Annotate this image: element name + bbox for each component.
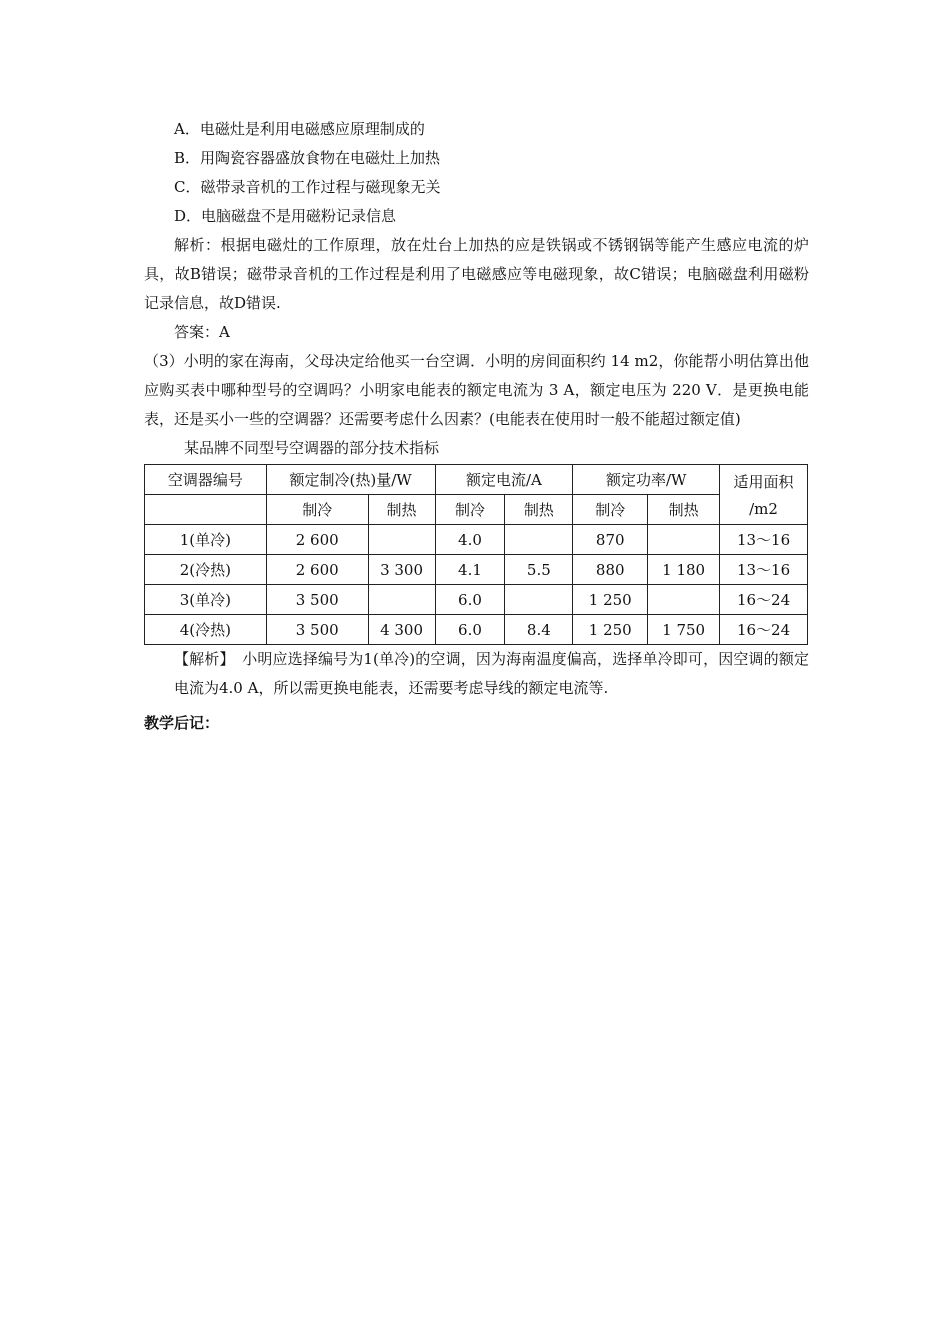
header-current: 额定电流/A [435,465,573,495]
table-row [145,615,808,645]
option-d: D．电脑磁盘不是用磁粉记录信息 [174,207,397,225]
subheader-pow-cool: 制冷 [573,495,648,525]
header-area [720,465,808,525]
cell-cap-cool: 2 600 [266,525,368,555]
cell-id: 1(单冷) [145,525,267,555]
question-3: （3）小明的家在海南，父母决定给他买一台空调．小明的房间面积约 14 m2，你能帮小明估算出他应购买表中哪种型号的空调吗？小明家电能表的额定电流为 3 A，额定电压为 220 V．是更换电能表，还是买小一些的空调器？还需要考虑什么因素？(电能表在使用时一般不能超过额定值) [144,352,809,428]
cell-id: 3(单冷) [145,585,267,615]
analysis-2-label: 【解析】 [174,650,228,668]
cell-cur-heat [505,585,573,615]
cell-pow-heat [648,585,720,615]
header-power: 额定功率/W [573,465,720,495]
cell-pow-heat [648,525,720,555]
cell-cap-cool: 3 500 [266,585,368,615]
cell-cur-heat: 5.5 [505,555,573,585]
cell-pow-heat: 1 750 [648,615,720,645]
cell-cur-heat: 8.4 [505,615,573,645]
subheader-cur-heat: 制热 [505,495,573,525]
analysis-paragraph: 解析：根据电磁灶的工作原理，放在灶台上加热的应是铁锅或不锈钢锅等能产生感应电流的炉具，故B错误；磁带录音机的工作过程是利用了电磁感应等电磁现象，故C错误；电脑磁盘利用磁粉记录信息，故D错误. [144,236,809,312]
cell-cap-cool: 3 500 [266,615,368,645]
table-header-row [145,465,808,495]
table-row [145,555,808,585]
option-a: A．电磁灶是利用电磁感应原理制成的 [174,120,425,138]
cell-pow-cool: 870 [573,525,648,555]
option-b: B．用陶瓷容器盛放食物在电磁灶上加热 [174,149,441,167]
subheader-cap-cool: 制冷 [266,495,368,525]
header-area-line1: 适用面积 [733,473,794,491]
cell-cur-cool: 4.1 [435,555,505,585]
cell-id: 2(冷热) [145,555,267,585]
cell-pow-cool: 1 250 [573,615,648,645]
cell-pow-cool: 880 [573,555,648,585]
table-caption: 某品牌不同型号空调器的部分技术指标 [184,439,440,457]
analysis-2 [144,645,809,703]
cell-area: 16～24 [720,615,808,645]
spec-table [144,464,808,645]
subheader-cap-heat: 制热 [368,495,435,525]
header-area-line2: /m2 [749,500,778,518]
cell-cur-cool: 4.0 [435,525,505,555]
option-c: C．磁带录音机的工作过程与磁现象无关 [174,178,441,196]
cell-area: 13～16 [720,555,808,585]
cell-cap-heat [368,585,435,615]
table-subheader-row [145,495,808,525]
answer: 答案：A [174,323,230,341]
cell-pow-heat: 1 180 [648,555,720,585]
cell-area: 13～16 [720,525,808,555]
cell-id: 4(冷热) [145,615,267,645]
subheader-blank [145,495,267,525]
cell-cur-heat [505,525,573,555]
table-row [145,525,808,555]
cell-cap-heat: 4 300 [368,615,435,645]
cell-cap-heat [368,525,435,555]
document-page [144,115,809,738]
subheader-cur-cool: 制冷 [435,495,505,525]
table-row [145,585,808,615]
cell-cur-cool: 6.0 [435,585,505,615]
cell-cap-cool: 2 600 [266,555,368,585]
subheader-pow-heat: 制热 [648,495,720,525]
cell-area: 16～24 [720,585,808,615]
cell-cur-cool: 6.0 [435,615,505,645]
cell-cap-heat: 3 300 [368,555,435,585]
postscript-heading: 教学后记： [144,714,220,732]
header-capacity: 额定制冷(热)量/W [266,465,435,495]
header-id: 空调器编号 [145,465,267,495]
cell-pow-cool: 1 250 [573,585,648,615]
analysis-2-text: 小明应选择编号为1(单冷)的空调，因为海南温度偏高，选择单冷即可，因空调的额定电流为4.0 A，所以需更换电能表，还需要考虑导线的额定电流等. [174,650,809,697]
